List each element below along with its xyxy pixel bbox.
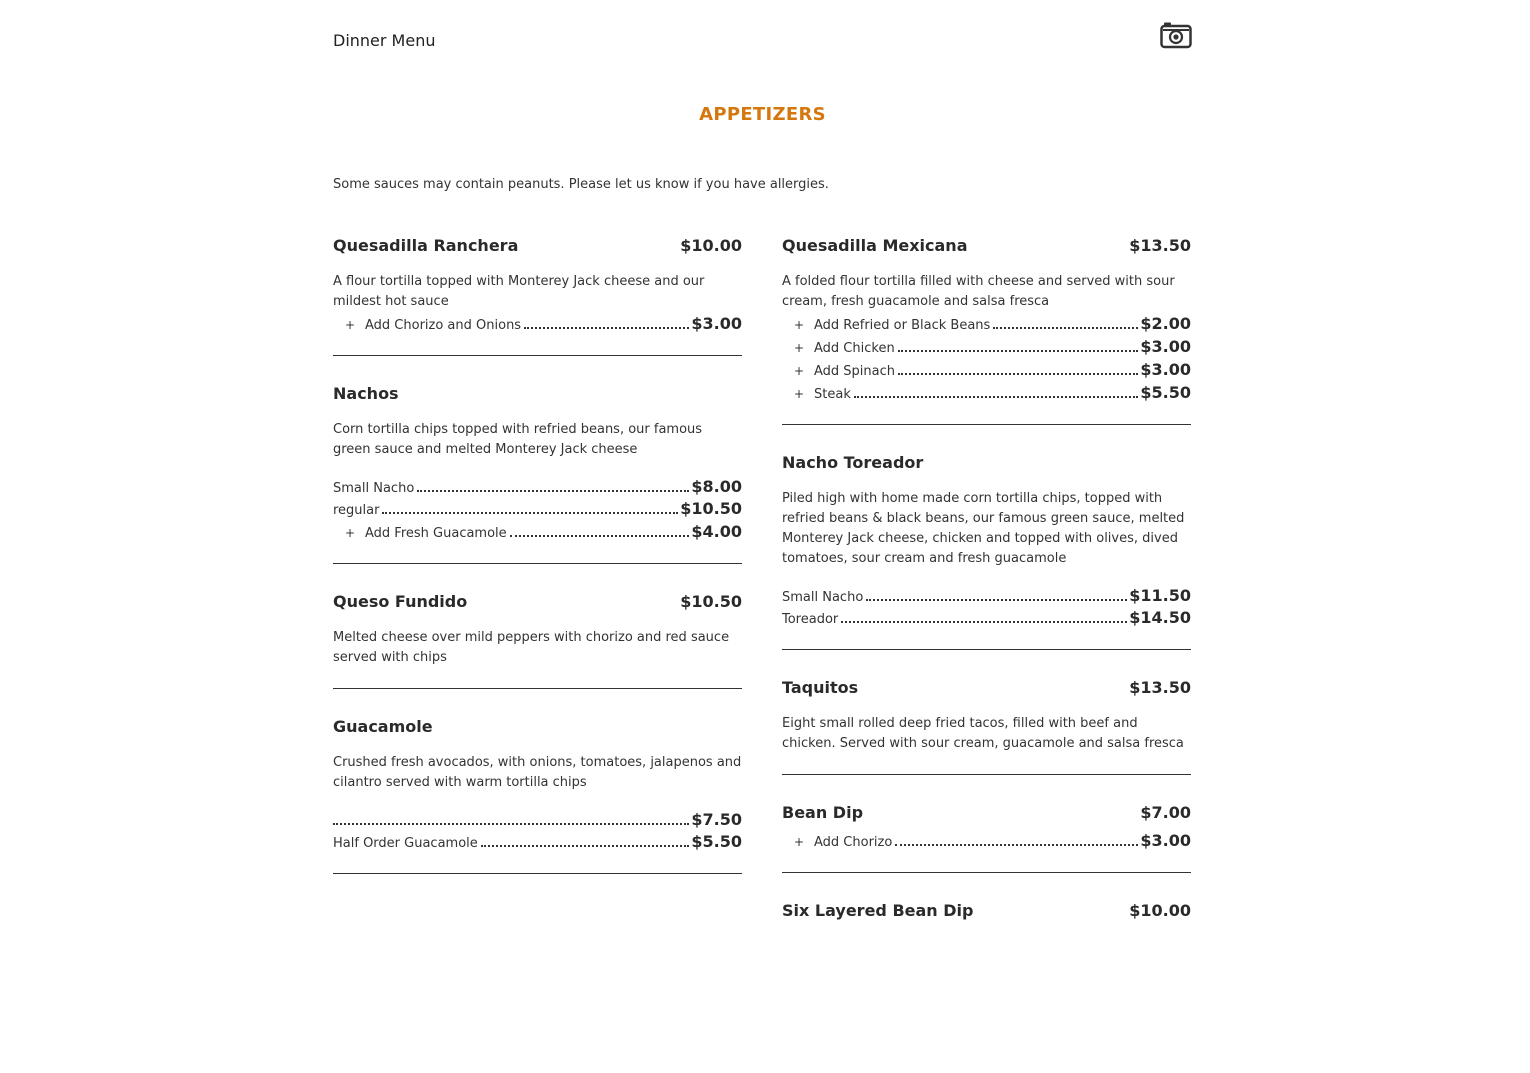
- addon-price: $3.00: [1140, 337, 1191, 356]
- page-title: Dinner Menu: [333, 31, 436, 50]
- item-name: Nacho Toreador: [782, 453, 924, 472]
- addon-price: $3.00: [691, 314, 742, 333]
- size-price: $7.50: [691, 810, 742, 829]
- dot-leader: [898, 373, 1138, 375]
- plus-icon: +: [345, 318, 356, 332]
- dot-leader: [895, 844, 1138, 846]
- dot-leader: [333, 823, 689, 825]
- plus-icon: +: [794, 318, 805, 332]
- addon-row: [782, 829, 1191, 852]
- dot-leader: [993, 327, 1138, 329]
- menu-item-nacho-toreador: [782, 447, 1191, 650]
- addon-row: [782, 381, 1191, 404]
- addon-row: [782, 335, 1191, 358]
- addon-label: Steak: [814, 387, 851, 402]
- size-label: Small Nacho: [782, 590, 864, 605]
- menu-item-taquitos: [782, 672, 1191, 775]
- size-row: [333, 476, 742, 498]
- addon-row: [333, 312, 742, 335]
- addon-price: $2.00: [1140, 314, 1191, 333]
- size-price: $11.50: [1129, 586, 1191, 605]
- addon-row: [333, 520, 742, 543]
- addon-label: Add Fresh Guacamole: [365, 526, 507, 541]
- dot-leader: [841, 621, 1127, 623]
- addon-price: $3.00: [1140, 831, 1191, 850]
- dot-leader: [417, 490, 689, 492]
- item-description: A folded flour tortilla filled with cheese and served with sour cream, fresh guacamole and salsa fresca: [782, 274, 1175, 309]
- item-description: Melted cheese over mild peppers with chorizo and red sauce served with chips: [333, 630, 730, 665]
- item-name: Queso Fundido: [333, 592, 468, 611]
- item-name: Nachos: [333, 384, 399, 403]
- item-description: Crushed fresh avocados, with onions, tomatoes, jalapenos and cilantro served with warm tortilla chips: [333, 755, 742, 790]
- item-header: [333, 230, 742, 262]
- addon-list: [782, 312, 1191, 404]
- dot-leader: [898, 350, 1139, 352]
- size-row: [782, 585, 1191, 607]
- size-label: regular: [333, 503, 380, 518]
- addon-list: [333, 312, 742, 335]
- item-description: Eight small rolled deep fried tacos, filled with beef and chicken. Served with sour cream, guacamole and salsa fresca: [782, 716, 1184, 751]
- size-row: [333, 809, 742, 831]
- item-name: Six Layered Bean Dip: [782, 901, 974, 920]
- addon-label: Add Chorizo: [814, 835, 893, 850]
- size-label: Half Order Guacamole: [333, 836, 478, 851]
- addon-price: $5.50: [1140, 383, 1191, 402]
- menu-item-six-layered-bean-dip: [782, 895, 1191, 947]
- menu-item-nachos: [333, 378, 742, 564]
- item-header: [782, 895, 1191, 927]
- dot-leader: [510, 535, 690, 537]
- menu-item-guacamole: [333, 711, 742, 874]
- item-name: Quesadilla Ranchera: [333, 236, 519, 255]
- item-name: Taquitos: [782, 678, 859, 697]
- addon-row: [782, 358, 1191, 381]
- size-row: [333, 498, 742, 520]
- size-price: $5.50: [691, 832, 742, 851]
- item-header: [333, 378, 742, 410]
- item-description: A flour tortilla topped with Monterey Jack cheese and our mildest hot sauce: [333, 274, 705, 309]
- item-price: $10.00: [1129, 901, 1191, 920]
- size-label: Small Nacho: [333, 481, 415, 496]
- item-name: Bean Dip: [782, 803, 864, 822]
- addon-label: Add Chorizo and Onions: [365, 318, 522, 333]
- item-price: $13.50: [1129, 236, 1191, 255]
- item-header: [782, 672, 1191, 704]
- dot-leader: [854, 396, 1139, 398]
- size-row: [333, 831, 742, 853]
- item-header: [333, 711, 742, 743]
- item-header: [782, 230, 1191, 262]
- size-list: [782, 585, 1191, 629]
- addon-list: [782, 829, 1191, 852]
- size-row: [782, 607, 1191, 629]
- camera-icon[interactable]: [1160, 20, 1192, 50]
- dot-leader: [866, 599, 1127, 601]
- allergy-note: Some sauces may contain peanuts. Please let us know if you have allergies.: [333, 177, 829, 192]
- size-label: Toreador: [782, 612, 839, 627]
- addon-price: $3.00: [1140, 360, 1191, 379]
- item-price: $7.00: [1140, 803, 1191, 822]
- item-name: Quesadilla Mexicana: [782, 236, 968, 255]
- dot-leader: [524, 327, 689, 329]
- plus-icon: +: [794, 387, 805, 401]
- size-price: $8.00: [691, 477, 742, 496]
- addon-row: [782, 312, 1191, 335]
- addon-price: $4.00: [691, 522, 742, 541]
- menu-item-quesadilla-ranchera: [333, 230, 742, 356]
- size-price: $14.50: [1129, 608, 1191, 627]
- menu-item-bean-dip: [782, 797, 1191, 873]
- addon-label: Add Refried or Black Beans: [814, 318, 991, 333]
- item-description: Piled high with home made corn tortilla chips, topped with refried beans & black beans, our famous green sauce, melted Monterey Jack cheese, chicken and topped with olives, dived tomatoes, sour cream and fresh guacamole: [782, 491, 1185, 566]
- dot-leader: [481, 845, 690, 847]
- item-header: [782, 797, 1191, 829]
- plus-icon: +: [794, 364, 805, 378]
- size-list: [333, 809, 742, 853]
- menu-column-left: [333, 230, 742, 896]
- menu-page: [333, 0, 1192, 920]
- menu-column-right: [782, 230, 1191, 969]
- dot-leader: [382, 512, 678, 514]
- item-name: Guacamole: [333, 717, 433, 736]
- plus-icon: +: [345, 526, 356, 540]
- size-list: [333, 476, 742, 543]
- size-price: $10.50: [680, 499, 742, 518]
- item-header: [333, 586, 742, 618]
- addon-label: Add Spinach: [814, 364, 896, 379]
- item-price: $10.50: [680, 592, 742, 611]
- menu-item-queso-fundido: [333, 586, 742, 689]
- item-price: $13.50: [1129, 678, 1191, 697]
- plus-icon: +: [794, 341, 805, 355]
- item-header: [782, 447, 1191, 479]
- plus-icon: +: [794, 835, 805, 849]
- menu-item-quesadilla-mexicana: [782, 230, 1191, 425]
- item-price: $10.00: [680, 236, 742, 255]
- addon-label: Add Chicken: [814, 341, 895, 356]
- header: [333, 0, 1192, 80]
- section-title: APPETIZERS: [699, 104, 826, 125]
- item-description: Corn tortilla chips topped with refried beans, our famous green sauce and melted Monterey Jack cheese: [333, 422, 703, 457]
